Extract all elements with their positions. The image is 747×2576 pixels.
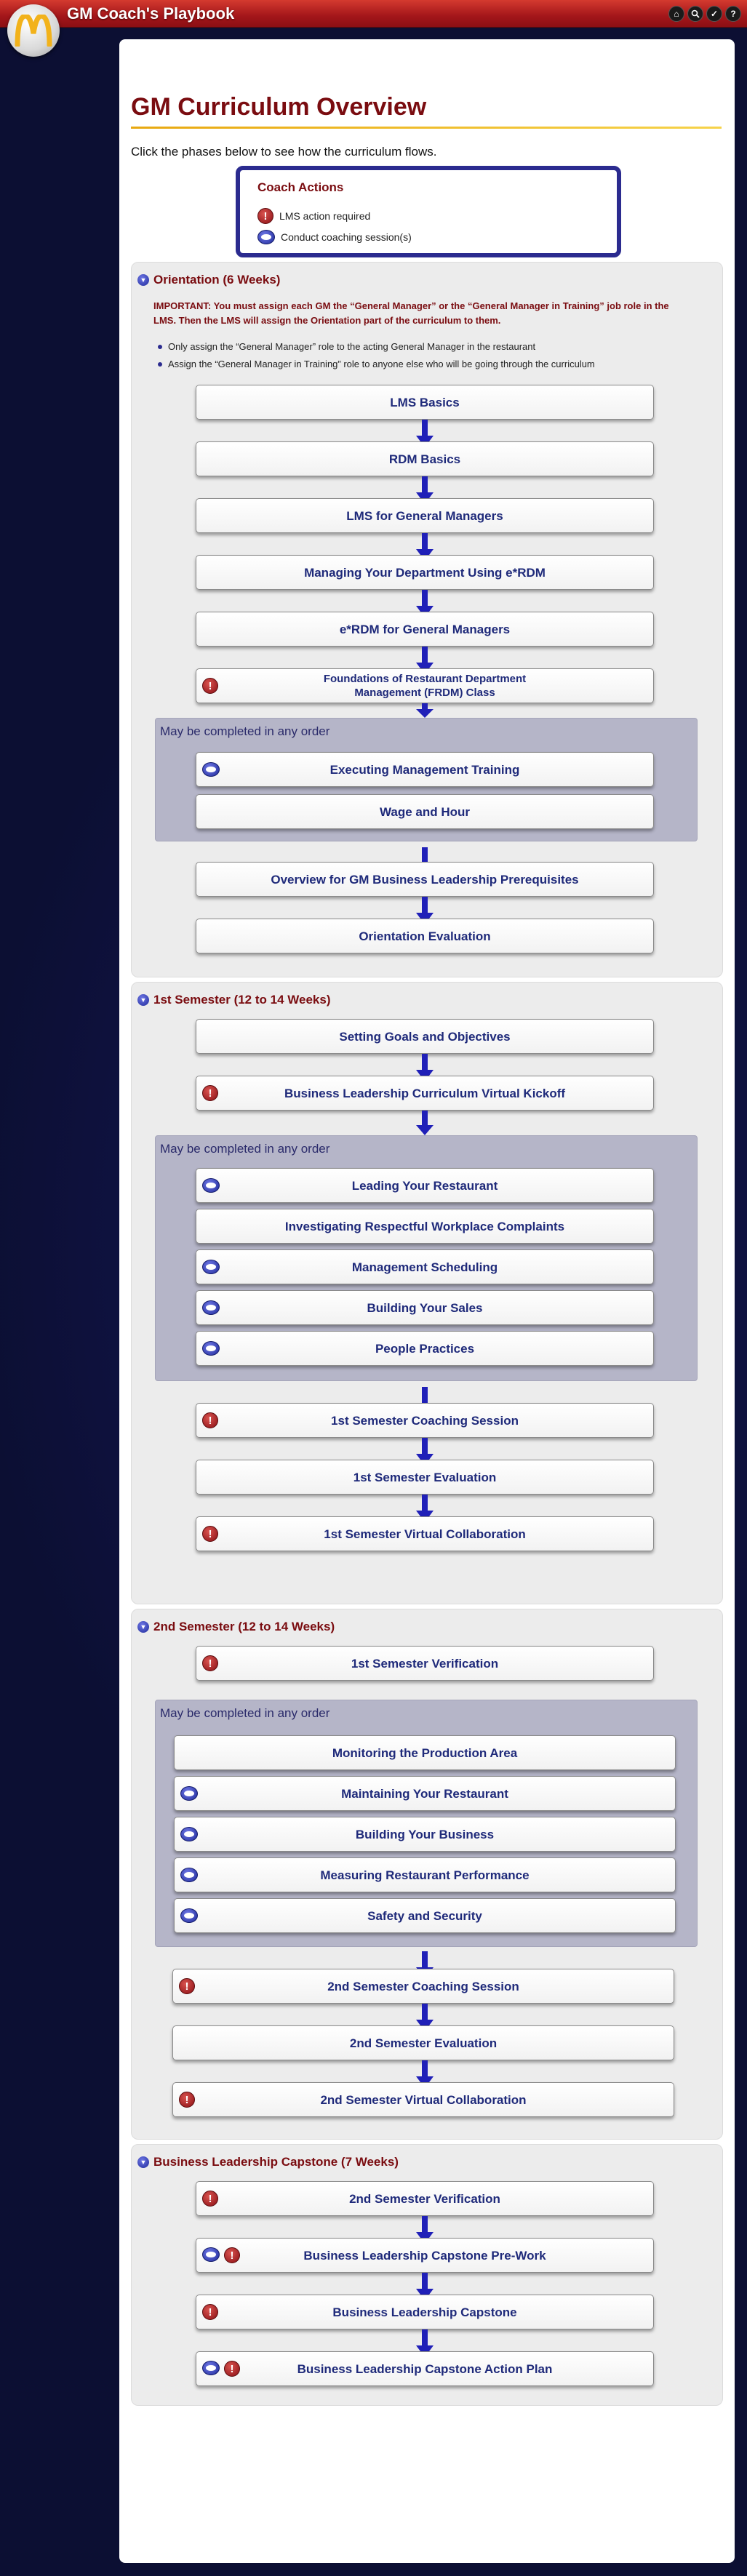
group-label: May be completed in any order (160, 1706, 330, 1720)
step-capstone[interactable] (196, 2295, 654, 2329)
coaching-session-icon (202, 1178, 220, 1193)
step-label: Setting Goals and Objectives (339, 1029, 511, 1044)
coaching-session-icon (180, 1786, 198, 1801)
content-panel (119, 39, 735, 2563)
step-icons (179, 2092, 195, 2108)
chevron-down-icon[interactable]: ▼ (137, 994, 149, 1006)
step-label: Business Leadership Capstone (332, 2305, 517, 2319)
step-icons (202, 2191, 218, 2207)
step-label: Management Scheduling (351, 1260, 498, 1274)
coaching-session-icon (202, 2247, 220, 2262)
bullet-dot (158, 345, 162, 349)
step-orientation-evaluation[interactable] (196, 919, 654, 953)
app-title: GM Coach's Playbook (67, 4, 235, 23)
step-erdm-for-gm[interactable] (196, 612, 654, 647)
step-icons (202, 2247, 240, 2263)
step-icons (202, 1178, 220, 1193)
section-semester-1-header[interactable] (137, 993, 330, 1007)
bullet-text: Only assign the “General Manager” role to the acting General Manager in the restaurant (168, 341, 536, 352)
section-capstone-title: Business Leadership Capstone (7 Weeks) (153, 2155, 399, 2169)
page-title: GM Curriculum Overview (131, 93, 427, 121)
step-wage-and-hour[interactable] (196, 794, 654, 829)
step-label: 2nd Semester Coaching Session (327, 1979, 519, 1993)
step-lms-basics[interactable] (196, 385, 654, 420)
step-building-your-business[interactable] (174, 1817, 676, 1852)
step-label: Orientation Evaluation (359, 929, 491, 943)
step-safety-and-security[interactable] (174, 1898, 676, 1933)
step-label: e*RDM for General Managers (339, 622, 511, 636)
step-label: 1st Semester Coaching Session (331, 1413, 519, 1428)
coaching-session-icon (180, 1868, 198, 1882)
step-icons (202, 1341, 220, 1356)
check-icon[interactable]: ✓ (706, 6, 722, 22)
step-label: Monitoring the Production Area (332, 1745, 518, 1760)
step-icons (202, 1300, 220, 1315)
step-label: Executing Management Training (329, 762, 520, 777)
step-capstone-pre-work[interactable] (196, 2238, 654, 2273)
section-semester-1-title: 1st Semester (12 to 14 Weeks) (153, 993, 331, 1007)
step-label: RDM Basics (388, 452, 461, 466)
arrow-down-icon (416, 703, 434, 718)
bullet-dot (158, 362, 162, 367)
step-measuring-performance[interactable] (174, 1857, 676, 1892)
lms-action-icon: ! (202, 1085, 218, 1101)
lms-action-icon: ! (179, 2092, 195, 2108)
step-label: Investigating Respectful Workplace Complaints (284, 1219, 565, 1233)
any-order-group (155, 718, 698, 841)
coaching-session-icon (202, 1260, 220, 1274)
step-overview-prerequisites[interactable] (196, 862, 654, 897)
step-icons (202, 1260, 220, 1274)
home-icon[interactable]: ⌂ (668, 6, 684, 22)
any-order-group (155, 1135, 698, 1381)
step-label: Wage and Hour (379, 804, 471, 819)
intro-text: Click the phases below to see how the curriculum flows. (131, 145, 437, 159)
step-rdm-basics[interactable] (196, 441, 654, 476)
step-label: Foundations of Restaurant Department Management (FRDM) Class (323, 673, 527, 699)
section-semester-1 (131, 982, 723, 1604)
step-label: 2nd Semester Verification (349, 2191, 500, 2206)
step-label: Building Your Business (355, 1827, 495, 1841)
step-lms-for-gm[interactable] (196, 498, 654, 533)
step-s2-coaching-session[interactable] (172, 1969, 674, 2004)
step-building-your-sales[interactable] (196, 1290, 654, 1325)
step-label: 2nd Semester Virtual Collaboration (320, 2092, 527, 2107)
step-monitoring-production-area[interactable] (174, 1735, 676, 1770)
group-label: May be completed in any order (160, 1142, 330, 1156)
step-capstone-action-plan[interactable] (196, 2351, 654, 2386)
step-icons (202, 1655, 218, 1671)
step-setting-goals[interactable] (196, 1019, 654, 1054)
step-label: 1st Semester Evaluation (353, 1470, 497, 1484)
step-executing-management-training[interactable] (196, 752, 654, 787)
legend-coach-label: Conduct coaching session(s) (281, 231, 412, 243)
lms-action-icon: ! (224, 2361, 240, 2377)
coaching-session-icon (180, 1827, 198, 1841)
step-label: Building Your Sales (367, 1300, 483, 1315)
step-icons (180, 1908, 198, 1923)
step-managing-department[interactable] (196, 555, 654, 590)
step-s1-verification[interactable] (196, 1646, 654, 1681)
step-s1-coaching-session[interactable] (196, 1403, 654, 1438)
lms-action-icon: ! (257, 208, 273, 224)
step-icons (202, 1085, 218, 1101)
top-bar (0, 0, 747, 28)
section-semester-2-header[interactable] (137, 1620, 335, 1634)
step-s1-virtual-collaboration[interactable] (196, 1516, 654, 1551)
step-label: Managing Your Department Using e*RDM (304, 565, 546, 580)
step-icons (180, 1786, 198, 1801)
coaching-session-icon (180, 1908, 198, 1923)
step-s2-evaluation[interactable] (172, 2025, 674, 2060)
arrow-down-icon (416, 1111, 434, 1135)
chevron-down-icon[interactable]: ▼ (137, 274, 149, 286)
logo (7, 4, 60, 57)
step-label: LMS Basics (390, 395, 460, 409)
step-maintaining-your-restaurant[interactable] (174, 1776, 676, 1811)
step-label: Overview for GM Business Leadership Prerequisites (271, 872, 579, 887)
toolbar (668, 6, 741, 22)
step-icons (202, 678, 218, 694)
legend-lms-label: LMS action required (279, 210, 371, 222)
step-icons (202, 762, 220, 777)
section-orientation (131, 262, 723, 977)
bullet-item (158, 341, 535, 352)
step-label: LMS for General Managers (346, 508, 503, 523)
coaching-session-icon (202, 762, 220, 777)
step-people-practices[interactable] (196, 1331, 654, 1366)
step-s2-verification[interactable] (196, 2181, 654, 2216)
coach-actions-title: Coach Actions (257, 180, 344, 194)
bullet-item (158, 359, 595, 369)
step-label: 1st Semester Verification (351, 1656, 499, 1671)
help-icon[interactable]: ? (725, 6, 741, 22)
section-orientation-title: Orientation (6 Weeks) (153, 273, 281, 287)
chevron-down-icon[interactable]: ▼ (137, 2156, 149, 2168)
step-frdm-class[interactable] (196, 668, 654, 703)
lms-action-icon: ! (202, 1526, 218, 1542)
step-icons (202, 1412, 218, 1428)
step-label: 1st Semester Virtual Collaboration (324, 1527, 526, 1541)
section-semester-2-title: 2nd Semester (12 to 14 Weeks) (153, 1620, 335, 1633)
step-label: People Practices (375, 1341, 475, 1356)
search-icon[interactable] (687, 6, 703, 22)
step-virtual-kickoff[interactable] (196, 1076, 654, 1111)
lms-action-icon: ! (202, 1655, 218, 1671)
coach-actions-legend (236, 166, 621, 257)
group-label: May be completed in any order (160, 724, 330, 738)
legend-coach (257, 230, 412, 244)
step-respectful-workplace[interactable] (196, 1209, 654, 1244)
step-s1-evaluation[interactable] (196, 1460, 654, 1495)
step-icons (179, 1978, 195, 1994)
coaching-session-icon (202, 1341, 220, 1356)
section-semester-2 (131, 1609, 723, 2140)
step-icons (202, 1526, 218, 1542)
lms-action-icon: ! (202, 1412, 218, 1428)
section-capstone-header[interactable] (137, 2155, 399, 2169)
step-label: Business Leadership Capstone Pre-Work (303, 2248, 546, 2263)
lms-action-icon: ! (224, 2247, 240, 2263)
section-orientation-header[interactable] (137, 273, 280, 287)
step-s2-virtual-collaboration[interactable] (172, 2082, 674, 2117)
lms-action-icon: ! (202, 2191, 218, 2207)
lms-action-icon: ! (202, 678, 218, 694)
step-icons (180, 1827, 198, 1841)
step-leading-your-restaurant[interactable] (196, 1168, 654, 1203)
coaching-session-icon (202, 1300, 220, 1315)
coaching-session-icon (202, 2361, 220, 2375)
chevron-down-icon[interactable]: ▼ (137, 1621, 149, 1633)
step-label: Maintaining Your Restaurant (341, 1786, 508, 1801)
step-label: Business Leadership Curriculum Virtual Kickoff (284, 1086, 566, 1100)
legend-lms (257, 208, 370, 224)
lms-action-icon: ! (202, 2304, 218, 2320)
coaching-session-icon (257, 230, 275, 244)
bullet-text: Assign the “General Manager in Training” role to anyone else who will be going through the curriculum (168, 359, 595, 369)
title-rule (131, 127, 722, 129)
any-order-group (155, 1700, 698, 1947)
step-label: 2nd Semester Evaluation (349, 2036, 498, 2050)
step-label: Leading Your Restaurant (351, 1178, 498, 1193)
step-label: Business Leadership Capstone Action Plan (297, 2361, 553, 2376)
step-icons (180, 1868, 198, 1882)
step-icons (202, 2361, 240, 2377)
step-management-scheduling[interactable] (196, 1249, 654, 1284)
step-label: Measuring Restaurant Performance (320, 1868, 530, 1882)
lms-action-icon: ! (179, 1978, 195, 1994)
step-label: Safety and Security (367, 1908, 482, 1923)
step-icons (202, 2304, 218, 2320)
section-capstone (131, 2144, 723, 2406)
important-note: IMPORTANT: You must assign each GM the “General Manager” or the “General Manager in Training” job role in the LMS. Then the LMS will assign the Orientation part of the curriculum to them. (153, 300, 669, 326)
